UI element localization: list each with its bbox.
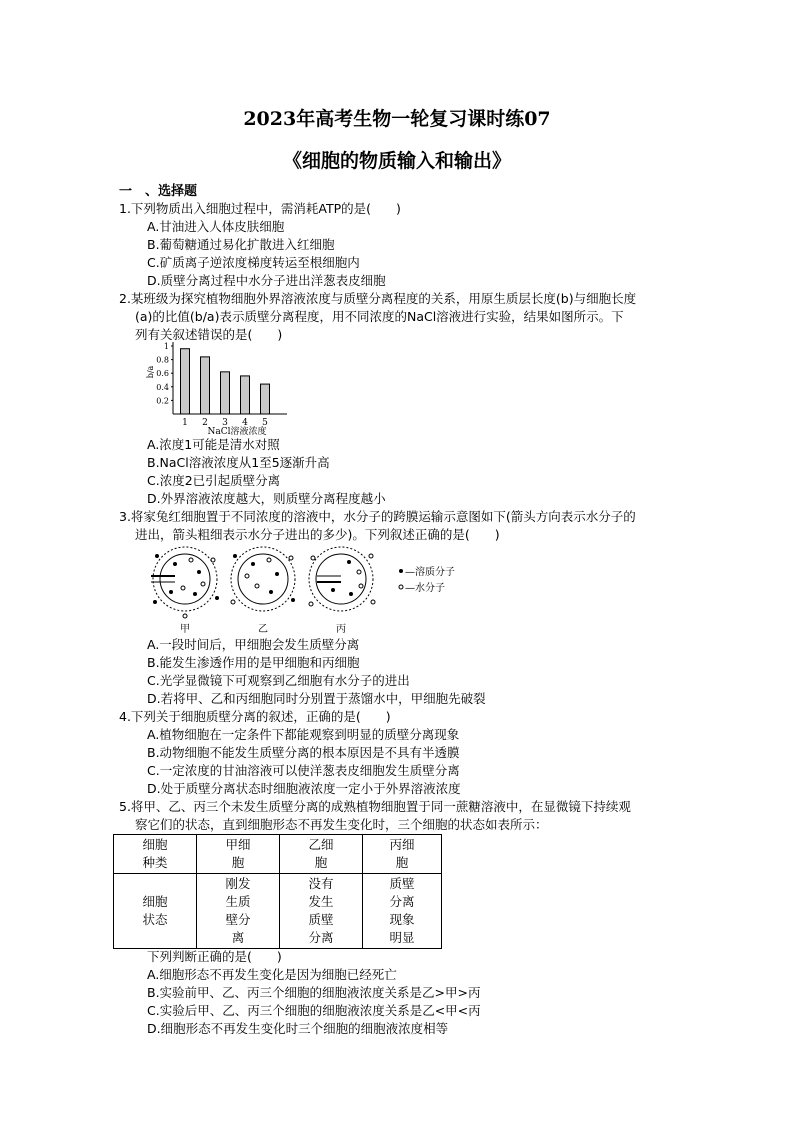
legend-solute-label: —溶质分子 xyxy=(405,567,455,578)
q3-stem-line-2: 进出，箭头粗细表示水分子进出的多少)。下列叙述正确的是( ) xyxy=(135,527,500,542)
table-row xyxy=(114,874,442,949)
table-cell: 质壁 分离 现象 明显 xyxy=(363,874,442,949)
q1-option-c: C.矿质离子逆浓度梯度转运至根细胞内 xyxy=(147,255,360,270)
q1-option-d: D.质壁分离过程中水分子进出洋葱表皮细胞 xyxy=(147,273,386,288)
q5-option-a: A.细胞形态不再发生变化是因为细胞已经死亡 xyxy=(147,967,397,982)
q5-stem-line-1: 5.将甲、乙、丙三个未发生质壁分离的成熟植物细胞置于同一蔗糖溶液中，在显微镜下持续观 xyxy=(119,799,631,814)
table-cell: 丙细 胞 xyxy=(363,835,442,874)
q5-option-b: B.实验前甲、乙、丙三个细胞的细胞液浓度关系是乙>甲>丙 xyxy=(147,985,481,1000)
q4-option-d: D.处于质壁分离状态时细胞液浓度一定小于外界溶液浓度 xyxy=(147,781,461,796)
x-axis-label: NaCl溶液浓度 xyxy=(207,427,267,436)
y-tick-label: 0.8 xyxy=(156,355,169,365)
q1-stem: 1.下列物质出入细胞过程中，需消耗ATP的是( ) xyxy=(119,201,401,216)
page-subtitle: 《细胞的物质输入和输出》 xyxy=(282,150,511,172)
q5-option-c: C.实验后甲、乙、丙三个细胞的细胞液浓度关系是乙<甲<丙 xyxy=(147,1003,481,1018)
y-tick-label: 0.2 xyxy=(156,396,169,406)
q2-bar-chart xyxy=(145,340,305,436)
diagram-legend xyxy=(399,565,455,594)
table-cell: 乙细 胞 xyxy=(280,835,363,874)
y-tick-label: 0.6 xyxy=(156,369,169,379)
q2-option-d: D.外界溶液浓度越大，则质壁分离程度越小 xyxy=(147,491,386,506)
page-title: 2023年高考生物一轮复习课时练07 xyxy=(243,108,551,130)
cell-label-yi: 乙 xyxy=(258,624,268,635)
legend-water-label: —水分子 xyxy=(405,583,445,594)
q2-stem-line-2: (a)的比值(b/a)表示质壁分离程度，用不同浓度的NaCl溶液进行实验，结果如图所示。下 xyxy=(135,309,624,324)
bar xyxy=(201,357,210,414)
table-cell: 没有 发生 质壁 分离 xyxy=(280,874,363,949)
table-header-row xyxy=(114,835,442,874)
q4-stem: 4.下列关于细胞质壁分离的叙述，正确的是( ) xyxy=(119,709,391,724)
bar xyxy=(181,349,190,414)
table-cell: 刚发 生质 壁分 离 xyxy=(197,874,280,949)
q2-stem-line-1: 2.某班级为探究植物细胞外界溶液浓度与质壁分离程度的关系，用原生质层长度(b)与细胞长度 xyxy=(119,291,637,306)
bar xyxy=(261,384,270,414)
q1-option-a: A.甘油进入人体皮肤细胞 xyxy=(147,219,285,234)
q3-option-d: D.若将甲、乙和丙细胞同时分别置于蒸馏水中，甲细胞先破裂 xyxy=(147,691,486,706)
cell-bing xyxy=(309,547,375,611)
q2-option-b: B.NaCl溶液浓度从1至5逐渐升高 xyxy=(147,455,330,470)
q2-option-a: A.浓度1可能是清水对照 xyxy=(147,437,280,452)
q2-option-c: C.浓度2已引起质壁分离 xyxy=(147,473,281,488)
q3-option-a: A.一段时间后，甲细胞会发生质壁分离 xyxy=(147,637,360,652)
q4-option-b: B.动物细胞不能发生质壁分离的根本原因是不具有半透膜 xyxy=(147,745,460,760)
q3-option-c: C.光学显微镜下可观察到乙细胞有水分子的进出 xyxy=(147,673,410,688)
q5-after-text: 下列判断正确的是( ) xyxy=(147,949,282,964)
q5-stem-line-2: 察它们的状态，直到细胞形态不再发生变化时，三个细胞的状态如表所示： xyxy=(135,817,548,832)
bar xyxy=(221,372,230,414)
y-tick-label: 0.4 xyxy=(156,382,169,392)
water-molecule-icon xyxy=(399,585,403,589)
q4-option-a: A.植物细胞在一定条件下都能观察到明显的质壁分离现象 xyxy=(147,727,460,742)
q3-cell-diagram xyxy=(145,546,475,636)
y-axis-label: b/a xyxy=(146,365,155,379)
cell-jia xyxy=(151,547,219,618)
x-tick-label: 1 xyxy=(182,418,188,428)
cell-label-bing: 丙 xyxy=(336,624,346,635)
x-tick-label: 5 xyxy=(262,418,268,428)
q1-option-b: B.葡萄糖通过易化扩散进入红细胞 xyxy=(147,237,335,252)
cell-label-jia: 甲 xyxy=(180,624,190,635)
q3-option-b: B.能发生渗透作用的是甲细胞和丙细胞 xyxy=(147,655,360,670)
table-cell: 甲细 胞 xyxy=(197,835,280,874)
q5-option-d: D.细胞形态不再发生变化时三个细胞的细胞液浓度相等 xyxy=(147,1021,449,1036)
solute-molecule-icon xyxy=(399,569,403,573)
cell-yi xyxy=(231,547,295,611)
q3-stem-line-1: 3.将家兔红细胞置于不同浓度的溶液中，水分子的跨膜运输示意图如下(箭头方向表示水分子的 xyxy=(119,509,636,524)
x-tick-label: 3 xyxy=(222,418,228,428)
table-cell: 细胞 种类 xyxy=(114,835,197,874)
x-tick-label: 2 xyxy=(202,418,208,428)
section-heading: 一 、选择题 xyxy=(119,184,198,199)
q2-stem-line-3: 列有关叙述错误的是( ) xyxy=(135,327,283,342)
q4-option-c: C.一定浓度的甘油溶液可以使洋葱表皮细胞发生质壁分离 xyxy=(147,763,460,778)
table-cell: 细胞 状态 xyxy=(114,874,197,949)
y-tick-label: 1 xyxy=(163,342,169,351)
cell-state-table xyxy=(113,834,442,949)
bar xyxy=(241,376,250,414)
x-tick-label: 4 xyxy=(242,418,248,428)
